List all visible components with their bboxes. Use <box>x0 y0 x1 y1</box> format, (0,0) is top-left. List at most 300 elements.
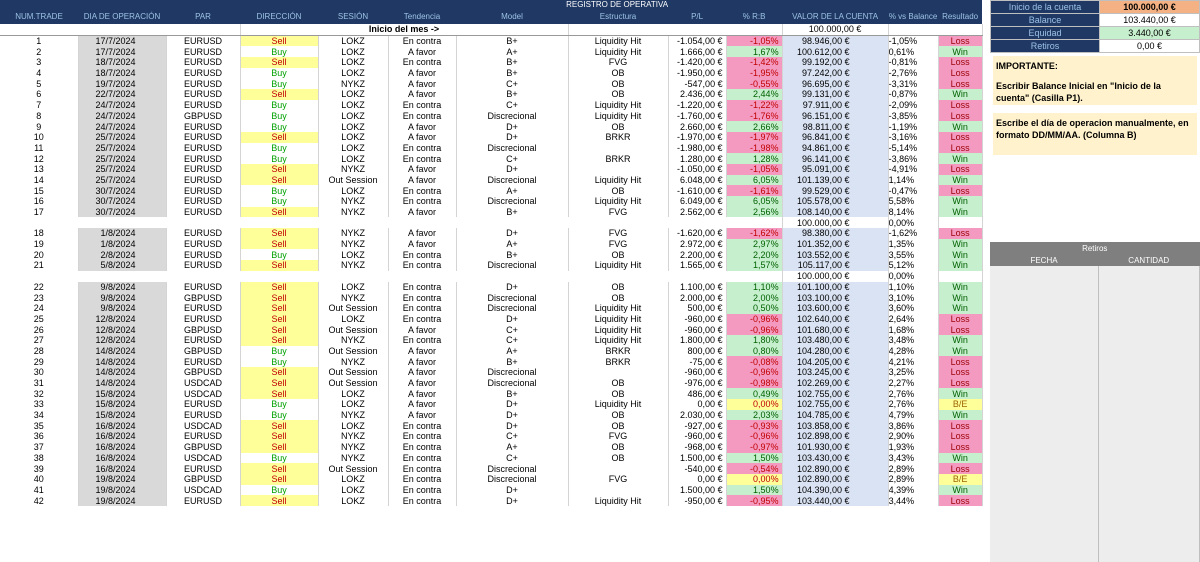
balance-pct-cell[interactable]: 2,64% <box>888 314 938 325</box>
trend-cell[interactable]: A favor <box>388 164 456 175</box>
pl-cell[interactable]: -968,00 € <box>668 442 726 453</box>
column-header[interactable]: PAR <box>166 10 240 24</box>
account-value-cell[interactable]: 94.861,00 € <box>782 143 888 154</box>
column-header[interactable]: P/L <box>668 10 726 24</box>
structure-cell[interactable]: OB <box>568 442 668 453</box>
trade-number-cell[interactable]: 8 <box>0 111 78 122</box>
rb-cell[interactable]: 1,50% <box>726 453 782 464</box>
pair-cell[interactable]: EURUSD <box>166 196 240 207</box>
trend-cell[interactable]: En contra <box>388 314 456 325</box>
pair-cell[interactable]: EURUSD <box>166 78 240 89</box>
session-cell[interactable]: LOKZ <box>318 388 388 399</box>
result-cell[interactable]: Loss <box>938 431 982 442</box>
month-start-value[interactable]: 100.000,00 € <box>782 24 888 35</box>
session-cell[interactable]: NYKZ <box>318 442 388 453</box>
session-cell[interactable]: NYKZ <box>318 431 388 442</box>
trade-number-cell[interactable]: 1 <box>0 35 78 46</box>
session-cell[interactable]: NYKZ <box>318 228 388 239</box>
trend-cell[interactable]: En contra <box>388 474 456 485</box>
result-cell[interactable]: Win <box>938 346 982 357</box>
result-cell[interactable]: Loss <box>938 185 982 196</box>
result-cell[interactable]: Loss <box>938 420 982 431</box>
balance-pct-cell[interactable]: 1,14% <box>888 175 938 186</box>
pair-cell[interactable]: EURUSD <box>166 164 240 175</box>
result-cell[interactable]: Win <box>938 175 982 186</box>
structure-cell[interactable]: OB <box>568 89 668 100</box>
pl-cell[interactable]: -1.050,00 € <box>668 164 726 175</box>
rb-cell[interactable]: -1,98% <box>726 143 782 154</box>
rb-cell[interactable]: -1,61% <box>726 185 782 196</box>
date-cell[interactable]: 19/8/2024 <box>78 485 166 496</box>
balance-pct-cell[interactable]: 0,00% <box>888 271 938 282</box>
account-value-cell[interactable]: 103.440,00 € <box>782 495 888 506</box>
structure-cell[interactable]: Liquidity Hit <box>568 314 668 325</box>
pl-cell[interactable]: -960,00 € <box>668 367 726 378</box>
session-cell[interactable]: LOKZ <box>318 68 388 79</box>
session-cell[interactable]: LOKZ <box>318 495 388 506</box>
pair-cell[interactable]: EURUSD <box>166 89 240 100</box>
balance-pct-cell[interactable]: 2,76% <box>888 399 938 410</box>
session-cell[interactable]: Out Session <box>318 346 388 357</box>
rb-cell[interactable]: -1,05% <box>726 35 782 46</box>
account-value-cell[interactable]: 103.552,00 € <box>782 249 888 260</box>
balance-pct-cell[interactable]: 3,60% <box>888 303 938 314</box>
balance-value[interactable]: 103.440,00 € <box>1100 14 1200 27</box>
balance-pct-cell[interactable]: -0,87% <box>888 89 938 100</box>
trend-cell[interactable]: En contra <box>388 485 456 496</box>
date-cell[interactable]: 16/8/2024 <box>78 420 166 431</box>
result-cell[interactable]: Loss <box>938 132 982 143</box>
structure-cell[interactable] <box>568 485 668 496</box>
balance-pct-cell[interactable]: 4,39% <box>888 485 938 496</box>
session-cell[interactable]: LOKZ <box>318 314 388 325</box>
model-cell[interactable]: D+ <box>456 420 568 431</box>
balance-pct-cell[interactable]: -0,81% <box>888 57 938 68</box>
balance-pct-cell[interactable]: 4,21% <box>888 356 938 367</box>
pair-cell[interactable]: EURUSD <box>166 175 240 186</box>
structure-cell[interactable]: OB <box>568 378 668 389</box>
balance-pct-cell[interactable]: -1,19% <box>888 121 938 132</box>
account-value-cell[interactable]: 96.695,00 € <box>782 78 888 89</box>
session-cell[interactable]: LOKZ <box>318 249 388 260</box>
pl-cell[interactable]: 6.048,00 € <box>668 175 726 186</box>
date-cell[interactable]: 25/7/2024 <box>78 132 166 143</box>
result-cell[interactable]: Loss <box>938 442 982 453</box>
structure-cell[interactable]: OB <box>568 388 668 399</box>
account-value-cell[interactable]: 104.205,00 € <box>782 356 888 367</box>
result-cell[interactable]: Win <box>938 282 982 293</box>
trade-number-cell[interactable]: 2 <box>0 46 78 57</box>
rb-cell[interactable]: -1,76% <box>726 111 782 122</box>
structure-cell[interactable]: BRKR <box>568 346 668 357</box>
model-cell[interactable]: B+ <box>456 68 568 79</box>
column-header[interactable]: NUM.TRADE <box>0 10 78 24</box>
account-value-cell[interactable]: 96.841,00 € <box>782 132 888 143</box>
trend-cell[interactable]: A favor <box>388 410 456 421</box>
direction-cell[interactable]: Sell <box>240 175 318 186</box>
result-cell[interactable]: Loss <box>938 164 982 175</box>
account-value-cell[interactable]: 100.000,00 € <box>782 271 888 282</box>
trade-number-cell[interactable]: 27 <box>0 335 78 346</box>
rb-cell[interactable]: 1,67% <box>726 46 782 57</box>
account-value-cell[interactable]: 102.890,00 € <box>782 474 888 485</box>
pair-cell[interactable]: EURUSD <box>166 356 240 367</box>
pl-cell[interactable]: 2.660,00 € <box>668 121 726 132</box>
rb-cell[interactable]: 0,00% <box>726 474 782 485</box>
rb-cell[interactable]: -0,96% <box>726 314 782 325</box>
trend-cell[interactable]: En contra <box>388 153 456 164</box>
rb-cell[interactable]: 1,80% <box>726 335 782 346</box>
pair-cell[interactable]: EURUSD <box>166 185 240 196</box>
date-cell[interactable]: 9/8/2024 <box>78 303 166 314</box>
account-value-cell[interactable]: 98.380,00 € <box>782 228 888 239</box>
account-value-cell[interactable]: 108.140,00 € <box>782 207 888 218</box>
structure-cell[interactable]: OB <box>568 78 668 89</box>
account-value-cell[interactable]: 102.898,00 € <box>782 431 888 442</box>
result-cell[interactable]: Win <box>938 196 982 207</box>
model-cell[interactable]: Discrecional <box>456 378 568 389</box>
result-cell[interactable]: Win <box>938 292 982 303</box>
structure-cell[interactable]: Liquidity Hit <box>568 111 668 122</box>
trend-cell[interactable]: En contra <box>388 282 456 293</box>
trade-number-cell[interactable]: 20 <box>0 249 78 260</box>
result-cell[interactable]: Win <box>938 453 982 464</box>
direction-cell[interactable]: Buy <box>240 100 318 111</box>
balance-pct-cell[interactable]: 3,86% <box>888 420 938 431</box>
pair-cell[interactable]: EURUSD <box>166 431 240 442</box>
account-value-cell[interactable]: 101.139,00 € <box>782 175 888 186</box>
balance-pct-cell[interactable]: 8,14% <box>888 207 938 218</box>
result-cell[interactable]: Win <box>938 121 982 132</box>
session-cell[interactable]: Out Session <box>318 303 388 314</box>
pl-cell[interactable]: -1.220,00 € <box>668 100 726 111</box>
rb-cell[interactable]: -1,42% <box>726 57 782 68</box>
pair-cell[interactable]: EURUSD <box>166 121 240 132</box>
pl-cell[interactable]: 1.100,00 € <box>668 282 726 293</box>
result-cell[interactable]: Win <box>938 89 982 100</box>
result-cell[interactable]: Loss <box>938 314 982 325</box>
session-cell[interactable]: NYKZ <box>318 260 388 271</box>
result-cell[interactable]: Loss <box>938 100 982 111</box>
model-cell[interactable]: Discrecional <box>456 292 568 303</box>
balance-pct-cell[interactable]: 0,00% <box>888 217 938 228</box>
direction-cell[interactable]: Buy <box>240 46 318 57</box>
column-header[interactable]: DIRECCIÓN <box>240 10 318 24</box>
trade-number-cell[interactable]: 15 <box>0 185 78 196</box>
equity-value[interactable]: 3.440,00 € <box>1100 27 1200 40</box>
model-cell[interactable]: B+ <box>456 207 568 218</box>
direction-cell[interactable]: Buy <box>240 249 318 260</box>
balance-pct-cell[interactable]: 3,25% <box>888 367 938 378</box>
trade-number-cell[interactable]: 25 <box>0 314 78 325</box>
direction-cell[interactable]: Sell <box>240 442 318 453</box>
direction-cell[interactable]: Sell <box>240 260 318 271</box>
result-cell[interactable]: Loss <box>938 495 982 506</box>
pl-cell[interactable]: 1.500,00 € <box>668 485 726 496</box>
column-header[interactable]: VALOR DE LA CUENTA <box>782 10 888 24</box>
trade-number-cell[interactable]: 32 <box>0 388 78 399</box>
balance-pct-cell[interactable]: 3,44% <box>888 495 938 506</box>
column-header[interactable]: Estructura <box>568 10 668 24</box>
direction-cell[interactable]: Sell <box>240 132 318 143</box>
date-cell[interactable]: 15/8/2024 <box>78 399 166 410</box>
model-cell[interactable]: Discrecional <box>456 474 568 485</box>
account-value-cell[interactable]: 105.117,00 € <box>782 260 888 271</box>
session-cell[interactable]: LOKZ <box>318 420 388 431</box>
pl-cell[interactable]: 500,00 € <box>668 303 726 314</box>
rb-cell[interactable]: 2,66% <box>726 121 782 132</box>
balance-pct-cell[interactable]: -1,05% <box>888 35 938 46</box>
account-value-cell[interactable]: 97.911,00 € <box>782 100 888 111</box>
trend-cell[interactable]: A favor <box>388 399 456 410</box>
column-header[interactable]: DIA DE OPERACIÓN <box>78 10 166 24</box>
rb-cell[interactable]: -0,93% <box>726 420 782 431</box>
session-cell[interactable]: NYKZ <box>318 207 388 218</box>
trade-number-cell[interactable]: 11 <box>0 143 78 154</box>
account-value-cell[interactable]: 99.529,00 € <box>782 185 888 196</box>
trade-number-cell[interactable]: 10 <box>0 132 78 143</box>
balance-pct-cell[interactable]: 3,43% <box>888 453 938 464</box>
session-cell[interactable]: LOKZ <box>318 143 388 154</box>
trend-cell[interactable]: A favor <box>388 78 456 89</box>
trade-number-cell[interactable]: 17 <box>0 207 78 218</box>
structure-cell[interactable]: FVG <box>568 57 668 68</box>
trend-cell[interactable]: En contra <box>388 292 456 303</box>
structure-cell[interactable]: Liquidity Hit <box>568 175 668 186</box>
session-cell[interactable]: LOKZ <box>318 35 388 46</box>
result-cell[interactable]: Loss <box>938 356 982 367</box>
rb-cell[interactable]: 2,56% <box>726 207 782 218</box>
model-cell[interactable]: C+ <box>456 335 568 346</box>
account-value-cell[interactable]: 101.100,00 € <box>782 282 888 293</box>
account-value-cell[interactable]: 97.242,00 € <box>782 68 888 79</box>
trade-number-cell[interactable]: 38 <box>0 453 78 464</box>
date-cell[interactable]: 25/7/2024 <box>78 164 166 175</box>
pair-cell[interactable]: EURUSD <box>166 399 240 410</box>
direction-cell[interactable]: Buy <box>240 410 318 421</box>
direction-cell[interactable]: Buy <box>240 121 318 132</box>
direction-cell[interactable]: Sell <box>240 431 318 442</box>
result-cell[interactable]: Win <box>938 410 982 421</box>
date-cell[interactable]: 12/8/2024 <box>78 324 166 335</box>
trend-cell[interactable]: En contra <box>388 442 456 453</box>
model-cell[interactable]: C+ <box>456 100 568 111</box>
model-cell[interactable]: C+ <box>456 153 568 164</box>
column-header[interactable]: SESIÓN <box>318 10 388 24</box>
direction-cell[interactable]: Sell <box>240 35 318 46</box>
pl-cell[interactable]: -976,00 € <box>668 378 726 389</box>
direction-cell[interactable]: Sell <box>240 388 318 399</box>
model-cell[interactable]: B+ <box>456 57 568 68</box>
trade-number-cell[interactable]: 35 <box>0 420 78 431</box>
date-cell[interactable]: 12/8/2024 <box>78 314 166 325</box>
account-value-cell[interactable]: 96.141,00 € <box>782 153 888 164</box>
date-cell[interactable]: 30/7/2024 <box>78 196 166 207</box>
result-cell[interactable]: Loss <box>938 228 982 239</box>
date-cell[interactable]: 25/7/2024 <box>78 143 166 154</box>
direction-cell[interactable]: Buy <box>240 78 318 89</box>
model-cell[interactable]: D+ <box>456 314 568 325</box>
pair-cell[interactable]: EURUSD <box>166 495 240 506</box>
date-cell[interactable]: 14/8/2024 <box>78 346 166 357</box>
model-cell[interactable]: Discrecional <box>456 367 568 378</box>
date-cell[interactable]: 9/8/2024 <box>78 292 166 303</box>
pl-cell[interactable]: -540,00 € <box>668 463 726 474</box>
pl-cell[interactable]: -960,00 € <box>668 431 726 442</box>
pl-cell[interactable]: -960,00 € <box>668 314 726 325</box>
pl-cell[interactable]: 2.562,00 € <box>668 207 726 218</box>
pl-cell[interactable]: -927,00 € <box>668 420 726 431</box>
trend-cell[interactable]: En contra <box>388 303 456 314</box>
model-cell[interactable]: D+ <box>456 282 568 293</box>
structure-cell[interactable]: BRKR <box>568 153 668 164</box>
structure-cell[interactable]: OB <box>568 249 668 260</box>
trade-number-cell[interactable]: 5 <box>0 78 78 89</box>
trade-number-cell[interactable]: 34 <box>0 410 78 421</box>
direction-cell[interactable]: Sell <box>240 207 318 218</box>
rb-cell[interactable]: 0,00% <box>726 399 782 410</box>
trade-number-cell[interactable]: 39 <box>0 463 78 474</box>
pair-cell[interactable]: EURUSD <box>166 303 240 314</box>
pair-cell[interactable]: EURUSD <box>166 46 240 57</box>
session-cell[interactable]: LOKZ <box>318 46 388 57</box>
structure-cell[interactable]: FVG <box>568 239 668 250</box>
trade-number-cell[interactable]: 19 <box>0 239 78 250</box>
rb-cell[interactable]: 2,20% <box>726 249 782 260</box>
structure-cell[interactable]: OB <box>568 68 668 79</box>
account-value-cell[interactable]: 96.151,00 € <box>782 111 888 122</box>
trend-cell[interactable]: A favor <box>388 132 456 143</box>
date-cell[interactable]: 19/7/2024 <box>78 78 166 89</box>
trend-cell[interactable]: A favor <box>388 46 456 57</box>
rb-cell[interactable]: 0,50% <box>726 303 782 314</box>
structure-cell[interactable]: OB <box>568 292 668 303</box>
trend-cell[interactable]: En contra <box>388 431 456 442</box>
balance-pct-cell[interactable]: 3,10% <box>888 292 938 303</box>
rb-cell[interactable]: 1,50% <box>726 485 782 496</box>
account-value-cell[interactable]: 100.000,00 € <box>782 217 888 228</box>
date-cell[interactable]: 14/8/2024 <box>78 367 166 378</box>
trade-number-cell[interactable]: 29 <box>0 356 78 367</box>
trend-cell[interactable]: En contra <box>388 260 456 271</box>
result-cell[interactable]: Loss <box>938 35 982 46</box>
model-cell[interactable]: B+ <box>456 89 568 100</box>
structure-cell[interactable]: OB <box>568 282 668 293</box>
date-cell[interactable]: 12/8/2024 <box>78 335 166 346</box>
structure-cell[interactable]: Liquidity Hit <box>568 35 668 46</box>
pair-cell[interactable]: EURUSD <box>166 249 240 260</box>
result-cell[interactable]: Loss <box>938 378 982 389</box>
model-cell[interactable]: D+ <box>456 132 568 143</box>
balance-pct-cell[interactable]: 5,12% <box>888 260 938 271</box>
structure-cell[interactable]: Liquidity Hit <box>568 399 668 410</box>
direction-cell[interactable]: Buy <box>240 153 318 164</box>
result-cell[interactable]: Win <box>938 46 982 57</box>
pair-cell[interactable]: EURUSD <box>166 260 240 271</box>
result-cell[interactable]: B/E <box>938 399 982 410</box>
pair-cell[interactable]: EURUSD <box>166 314 240 325</box>
result-cell[interactable]: Win <box>938 239 982 250</box>
structure-cell[interactable]: Liquidity Hit <box>568 324 668 335</box>
structure-cell[interactable]: Liquidity Hit <box>568 100 668 111</box>
structure-cell[interactable]: FVG <box>568 431 668 442</box>
column-header[interactable]: Resultado <box>938 10 982 24</box>
trend-cell[interactable]: A favor <box>388 346 456 357</box>
session-cell[interactable]: LOKZ <box>318 111 388 122</box>
direction-cell[interactable]: Buy <box>240 485 318 496</box>
structure-cell[interactable]: Liquidity Hit <box>568 335 668 346</box>
account-value-cell[interactable]: 104.785,00 € <box>782 410 888 421</box>
pair-cell[interactable]: GBPUSD <box>166 474 240 485</box>
account-value-cell[interactable]: 102.640,00 € <box>782 314 888 325</box>
balance-pct-cell[interactable]: 1,93% <box>888 442 938 453</box>
balance-pct-cell[interactable]: 5,58% <box>888 196 938 207</box>
pair-cell[interactable]: EURUSD <box>166 57 240 68</box>
session-cell[interactable]: NYKZ <box>318 292 388 303</box>
pair-cell[interactable]: GBPUSD <box>166 367 240 378</box>
session-cell[interactable]: NYKZ <box>318 239 388 250</box>
pl-cell[interactable]: -950,00 € <box>668 495 726 506</box>
rb-cell[interactable]: -1,62% <box>726 228 782 239</box>
date-cell[interactable]: 15/8/2024 <box>78 388 166 399</box>
session-cell[interactable]: Out Session <box>318 324 388 335</box>
result-cell[interactable]: Win <box>938 303 982 314</box>
account-value-cell[interactable]: 103.245,00 € <box>782 367 888 378</box>
trend-cell[interactable]: En contra <box>388 463 456 474</box>
balance-pct-cell[interactable]: 3,48% <box>888 335 938 346</box>
model-cell[interactable]: Discrecional <box>456 111 568 122</box>
rb-cell[interactable]: 2,44% <box>726 89 782 100</box>
withdrawals-value[interactable]: 0,00 € <box>1100 40 1200 53</box>
pl-cell[interactable]: -1.610,00 € <box>668 185 726 196</box>
trade-number-cell[interactable]: 28 <box>0 346 78 357</box>
date-cell[interactable]: 18/7/2024 <box>78 68 166 79</box>
direction-cell[interactable]: Sell <box>240 367 318 378</box>
trend-cell[interactable]: En contra <box>388 495 456 506</box>
date-cell[interactable]: 14/8/2024 <box>78 378 166 389</box>
pl-cell[interactable]: 2.436,00 € <box>668 89 726 100</box>
balance-pct-cell[interactable]: 1,68% <box>888 324 938 335</box>
date-cell[interactable]: 30/7/2024 <box>78 207 166 218</box>
direction-cell[interactable]: Sell <box>240 303 318 314</box>
session-cell[interactable]: Out Session <box>318 367 388 378</box>
rb-cell[interactable]: 0,49% <box>726 388 782 399</box>
session-cell[interactable]: NYKZ <box>318 164 388 175</box>
trade-number-cell[interactable]: 16 <box>0 196 78 207</box>
trend-cell[interactable]: A favor <box>388 68 456 79</box>
trade-number-cell[interactable]: 4 <box>0 68 78 79</box>
structure-cell[interactable]: OB <box>568 185 668 196</box>
model-cell[interactable]: A+ <box>456 239 568 250</box>
date-cell[interactable]: 17/7/2024 <box>78 35 166 46</box>
withdrawals-amount-cells[interactable] <box>1098 266 1200 562</box>
structure-cell[interactable]: BRKR <box>568 356 668 367</box>
result-cell[interactable]: Win <box>938 335 982 346</box>
result-cell[interactable]: Loss <box>938 143 982 154</box>
model-cell[interactable]: Discrecional <box>456 303 568 314</box>
rb-cell[interactable]: -0,55% <box>726 78 782 89</box>
balance-pct-cell[interactable]: -3,86% <box>888 153 938 164</box>
session-cell[interactable]: NYKZ <box>318 356 388 367</box>
rb-cell[interactable]: -0,54% <box>726 463 782 474</box>
trade-number-cell[interactable]: 42 <box>0 495 78 506</box>
trend-cell[interactable]: En contra <box>388 453 456 464</box>
trade-number-cell[interactable]: 37 <box>0 442 78 453</box>
rb-cell[interactable]: 1,10% <box>726 282 782 293</box>
pl-cell[interactable]: -1.980,00 € <box>668 143 726 154</box>
balance-pct-cell[interactable]: -1,62% <box>888 228 938 239</box>
rb-cell[interactable]: 1,57% <box>726 260 782 271</box>
